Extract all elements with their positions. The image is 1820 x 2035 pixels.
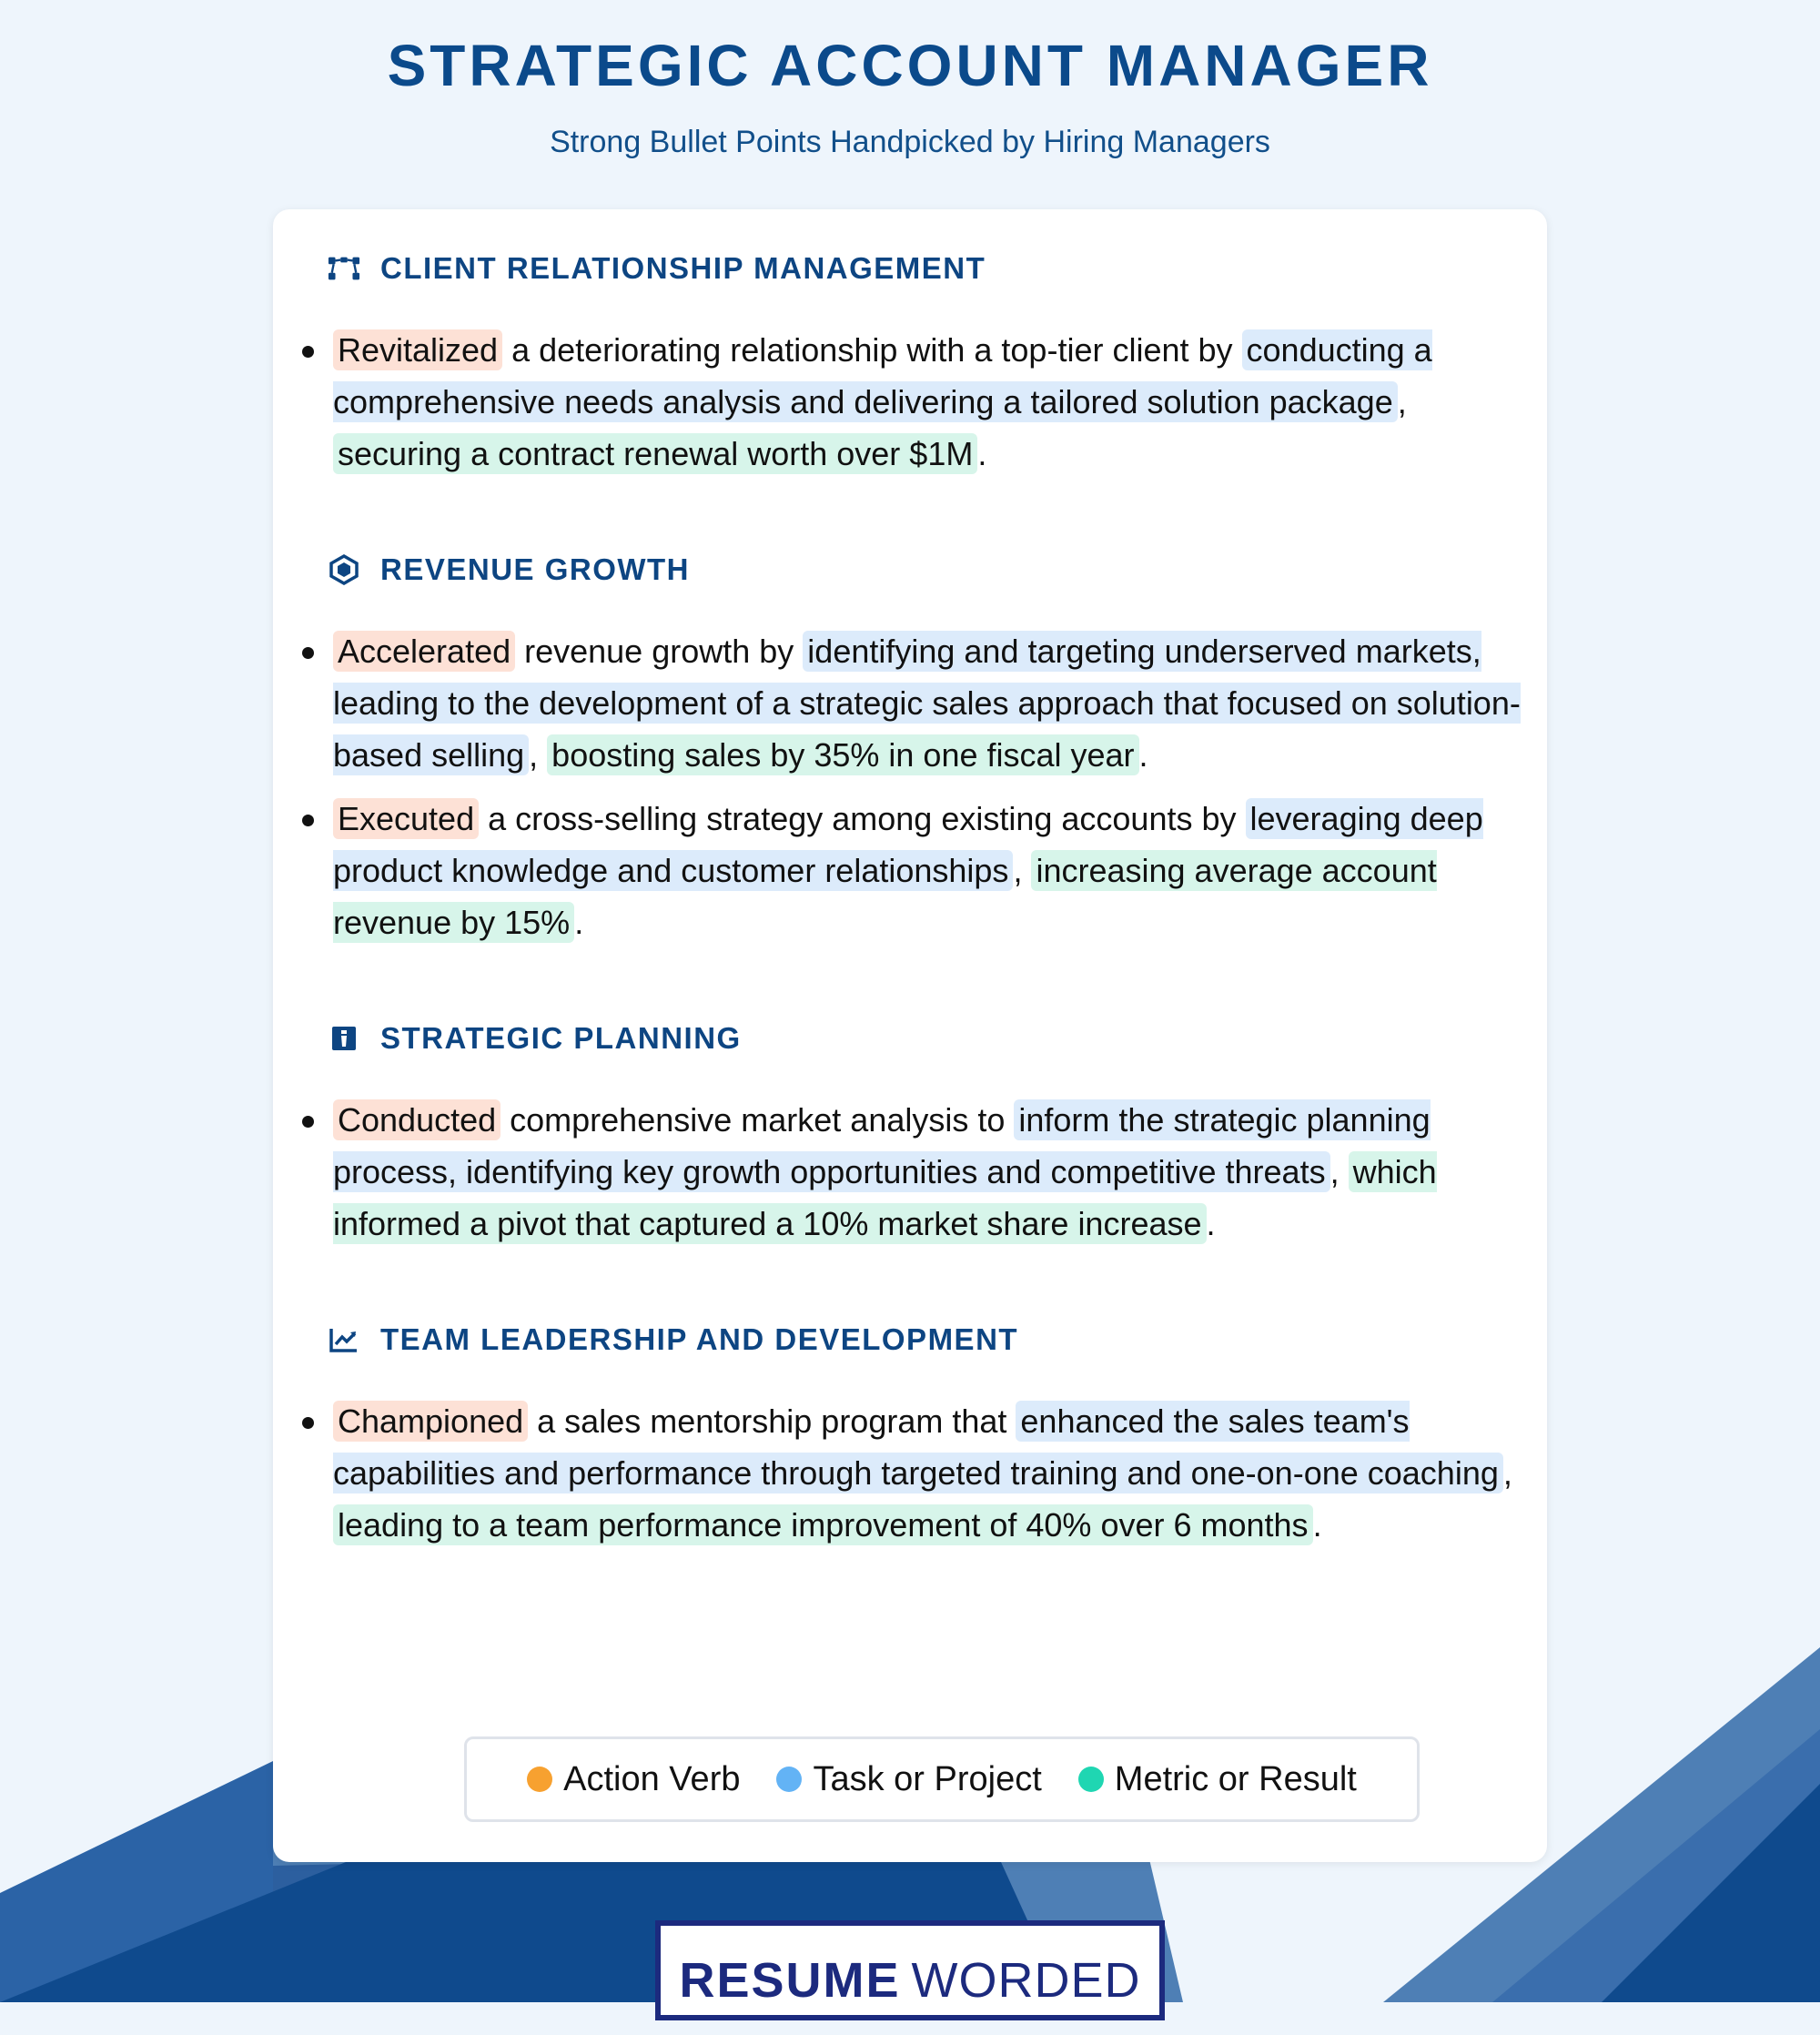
metric-highlight: which informed a pivot that captured a 10% market share increase: [333, 1153, 1437, 1242]
task-highlight: identifying and targeting underserved markets, leading to the development of a strategic sales approach that focused on solution-based selling: [333, 633, 1521, 774]
blue-dot-icon: [776, 1767, 802, 1792]
section-header: [295, 1016, 1525, 1061]
bullet-text: ,: [1013, 852, 1032, 889]
bullet-item: [295, 1094, 1525, 1250]
section-title: REVENUE GROWTH: [380, 552, 691, 586]
task-highlight: enhanced the sales team's capabilities and performance through targeted training and one-on-one coaching: [333, 1401, 1503, 1493]
section-header: [295, 246, 1525, 291]
bullet-text: .: [977, 435, 987, 472]
logo-text-bold: RESUME: [679, 1953, 901, 2008]
metric-highlight: increasing average account revenue by 15%: [333, 852, 1437, 941]
bullet-text: .: [1312, 1506, 1322, 1544]
bullet-item: [295, 324, 1525, 480]
bullet-list: [295, 1395, 1525, 1551]
action-verb-highlight: Executed: [333, 798, 479, 839]
section-strategic-planning: [295, 1016, 1525, 1250]
section-title: STRATEGIC PLANNING: [380, 1021, 742, 1055]
bullet-text: .: [1206, 1205, 1216, 1242]
metric-highlight: boosting sales by 35% in one fiscal year: [547, 734, 1138, 775]
logo-text-regular: WORDED: [911, 1953, 1141, 2008]
task-highlight: leveraging deep product knowledge and customer relationships: [333, 800, 1483, 889]
line-chart-icon: [328, 1323, 360, 1356]
resume-card: [273, 209, 1547, 1862]
resume-worded-logo: [655, 1920, 1165, 2020]
legend-item-task: [776, 1760, 1041, 1799]
section-title: TEAM LEADERSHIP AND DEVELOPMENT: [380, 1322, 1019, 1356]
network-nodes-icon: [328, 252, 360, 285]
bullet-text: ,: [1397, 383, 1407, 420]
legend-item-metric: [1078, 1760, 1357, 1799]
action-verb-highlight: Conducted: [333, 1099, 500, 1140]
bullet-text: a sales mentorship program that: [528, 1402, 1016, 1440]
bullet-text: revenue growth by: [515, 633, 804, 670]
highlight-legend: [464, 1736, 1420, 1822]
section-client-relationship: [295, 246, 1525, 480]
metric-highlight: securing a contract renewal worth over $1M: [333, 433, 977, 474]
page-title: STRATEGIC ACCOUNT MANAGER: [387, 33, 1433, 98]
bullet-text: ,: [529, 736, 548, 774]
bullet-text: ,: [1330, 1153, 1349, 1190]
bullet-text: ,: [1502, 1454, 1512, 1492]
bullet-list: [295, 324, 1525, 480]
action-verb-highlight: Accelerated: [333, 631, 515, 672]
bullet-list: [295, 625, 1525, 948]
bullet-item: [295, 1395, 1525, 1551]
section-header: [295, 1317, 1525, 1362]
section-team-leadership: [295, 1317, 1525, 1551]
teal-dot-icon: [1078, 1767, 1104, 1792]
bullet-text: .: [574, 904, 584, 941]
legend-label: Task or Project: [813, 1759, 1042, 1798]
bullet-text: a cross-selling strategy among existing accounts by: [479, 800, 1246, 837]
bullet-list: [295, 1094, 1525, 1250]
orange-dot-icon: [527, 1767, 552, 1792]
legend-item-action-verb: [527, 1760, 740, 1799]
bullet-item: [295, 793, 1525, 948]
legend-label: Metric or Result: [1114, 1759, 1357, 1798]
section-revenue-growth: [295, 547, 1525, 948]
cube-icon: [328, 553, 360, 586]
bullet-item: [295, 625, 1525, 781]
task-highlight: inform the strategic planning process, identifying key growth opportunities and competitive threats: [333, 1101, 1431, 1190]
action-verb-highlight: Championed: [333, 1401, 528, 1442]
action-verb-highlight: Revitalized: [333, 329, 502, 370]
bullet-text: comprehensive market analysis to: [500, 1101, 1015, 1139]
task-highlight: conducting a comprehensive needs analysis and delivering a tailored solution package: [333, 331, 1432, 420]
bullet-text: a deteriorating relationship with a top-tier client by: [502, 331, 1242, 369]
section-header: [295, 547, 1525, 592]
page-header: [0, 27, 1820, 160]
section-title: CLIENT RELATIONSHIP MANAGEMENT: [380, 251, 986, 285]
legend-label: Action Verb: [563, 1759, 741, 1798]
id-badge-icon: [328, 1022, 360, 1055]
bullet-text: .: [1138, 736, 1148, 774]
metric-highlight: leading to a team performance improvement of 40% over 6 months: [333, 1504, 1313, 1545]
page-subtitle: Strong Bullet Points Handpicked by Hiring Managers: [550, 125, 1270, 159]
